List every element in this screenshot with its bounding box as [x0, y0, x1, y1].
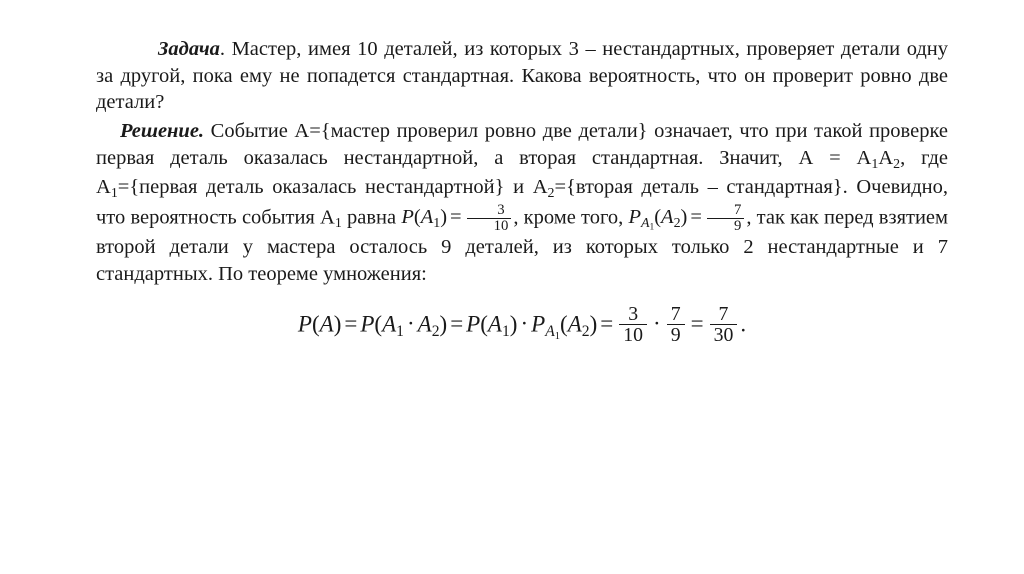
formula-close3: ) — [509, 311, 518, 337]
a2-sub: 2 — [547, 185, 555, 201]
display-formula — [96, 304, 948, 347]
cond-prob-open: ( — [654, 205, 662, 228]
formula-fraction-2 — [667, 304, 685, 347]
equals-word: равна — [347, 205, 397, 228]
formula-p4-sub — [545, 323, 560, 340]
formula-close: ) — [333, 311, 342, 337]
formula-p2: P — [360, 311, 375, 337]
formula-fraction-3-numerator: 7 — [718, 302, 729, 325]
solution-heading: Решение. — [120, 119, 205, 142]
a1-sub: 1 — [110, 185, 118, 201]
formula-a2b: A — [567, 311, 582, 337]
formula-fraction-3-denominator: 30 — [710, 324, 738, 346]
formula-p3: P — [466, 311, 481, 337]
formula-a1: A — [382, 311, 397, 337]
solution-sentence-3: Очевидно, что вероятность события А — [96, 175, 948, 228]
formula-open3: ( — [480, 311, 488, 337]
formula-dot: · — [406, 311, 415, 337]
formula-a1b-sub: 1 — [501, 322, 510, 340]
and-word: и — [513, 175, 525, 198]
solution-paragraph — [96, 118, 948, 288]
formula-open2: ( — [374, 311, 383, 337]
prob-a1-expression — [401, 201, 513, 234]
a2-label: А — [532, 175, 548, 198]
cond-prob-eq: = — [690, 205, 702, 228]
event-a-2: А — [878, 146, 894, 169]
a2-definition — [532, 175, 848, 201]
prob-a1-eq: = — [450, 205, 462, 228]
event-equation-text: А = А — [798, 146, 872, 169]
cond-prob-numerator: 7 — [733, 201, 742, 218]
cond-prob-close: ) — [680, 205, 688, 228]
cond-prob-p-sub-sub: 1 — [649, 222, 655, 233]
formula-eq3: = — [600, 311, 614, 337]
formula-a1b: A — [487, 311, 502, 337]
solution-sentence-3-sub: 1 — [334, 215, 342, 231]
cond-prob-p-sub — [641, 216, 654, 231]
besides-word: , кроме того, — [513, 205, 624, 228]
formula-a1-sub: 1 — [396, 322, 404, 340]
prob-a1-fraction — [467, 203, 512, 235]
prob-a1-numerator: 3 — [497, 201, 505, 218]
cond-prob-fraction — [707, 203, 744, 235]
formula-a2-sub: 2 — [431, 322, 440, 340]
prob-a1-arg: A — [420, 205, 434, 228]
problem-text: Мастер, имея 10 деталей, из которых 3 – нестандартных, проверяет детали одну за другой, пока ему не попадется стандартная. Какова вероятность, что он проверит ровно две детали? — [96, 38, 949, 114]
where-word: , где — [900, 146, 949, 169]
prob-a1-close: ) — [440, 205, 448, 228]
formula-p: P — [297, 311, 312, 337]
solution-sentence-4: , так как перед взятием второй детали у мастера осталось 9 деталей, из которых только 2 нестандартные и 7 стандартных. По теореме умножения: — [96, 205, 949, 285]
formula-fraction-2-denominator: 9 — [667, 324, 685, 346]
event-sub-1: 1 — [871, 156, 879, 172]
cond-prob-arg-sub: 2 — [673, 215, 681, 231]
cond-prob-p-sub-letter: A — [640, 215, 650, 231]
formula-fraction-3 — [710, 304, 738, 347]
prob-a1-open: ( — [413, 205, 421, 228]
formula-mul2: · — [653, 311, 661, 337]
formula-period: . — [740, 311, 747, 337]
document-content — [96, 36, 948, 346]
cond-prob-expression — [628, 201, 746, 234]
formula-fraction-2-numerator: 7 — [670, 302, 681, 325]
cond-prob-arg: A — [661, 205, 674, 228]
formula-a: A — [319, 311, 334, 337]
cond-prob-denominator: 9 — [707, 218, 744, 234]
cond-prob-p: P — [628, 205, 641, 228]
formula-mul: · — [520, 311, 529, 337]
solution-sentence-2-lead: Значит, — [719, 146, 783, 169]
formula-p4-sub-letter: A — [545, 322, 555, 340]
formula-eq4: = — [690, 311, 704, 337]
formula-eq2: = — [450, 311, 464, 337]
a2-def-text: ={вторая деталь – стандартная}. — [554, 175, 848, 198]
problem-heading: Задача — [158, 38, 220, 60]
event-equation — [798, 146, 901, 172]
problem-paragraph — [96, 36, 948, 116]
formula-fraction-1-numerator: 3 — [628, 302, 639, 325]
solution-sentence-1: Событие А={мастер проверил ровно две детали} означает, что при такой проверке первая деталь оказалась нестандартной, а вторая стандартная. — [96, 119, 948, 169]
a1-def-text: ={первая деталь оказалась нестандартной} — [117, 175, 505, 198]
problem-heading-suffix: . — [219, 38, 225, 60]
formula-fraction-1-denominator: 10 — [619, 324, 647, 346]
prob-a1-denominator: 10 — [467, 218, 512, 234]
event-sub-2: 2 — [893, 156, 901, 172]
formula-a2: A — [417, 311, 432, 337]
formula-open: ( — [311, 311, 320, 337]
a1-definition — [96, 175, 505, 201]
formula-close2: ) — [439, 311, 448, 337]
formula-close4: ) — [589, 311, 598, 337]
prob-a1-p: P — [401, 205, 414, 228]
formula-a2b-sub: 2 — [581, 322, 590, 340]
formula-eq1: = — [344, 311, 358, 337]
formula-p4: P — [531, 311, 546, 337]
a1-label: А — [96, 175, 111, 198]
formula-p4-sub-sub: 1 — [554, 330, 561, 342]
formula-open4: ( — [560, 311, 568, 337]
formula-fraction-1 — [619, 304, 647, 347]
prob-a1-arg-sub: 1 — [433, 215, 441, 231]
